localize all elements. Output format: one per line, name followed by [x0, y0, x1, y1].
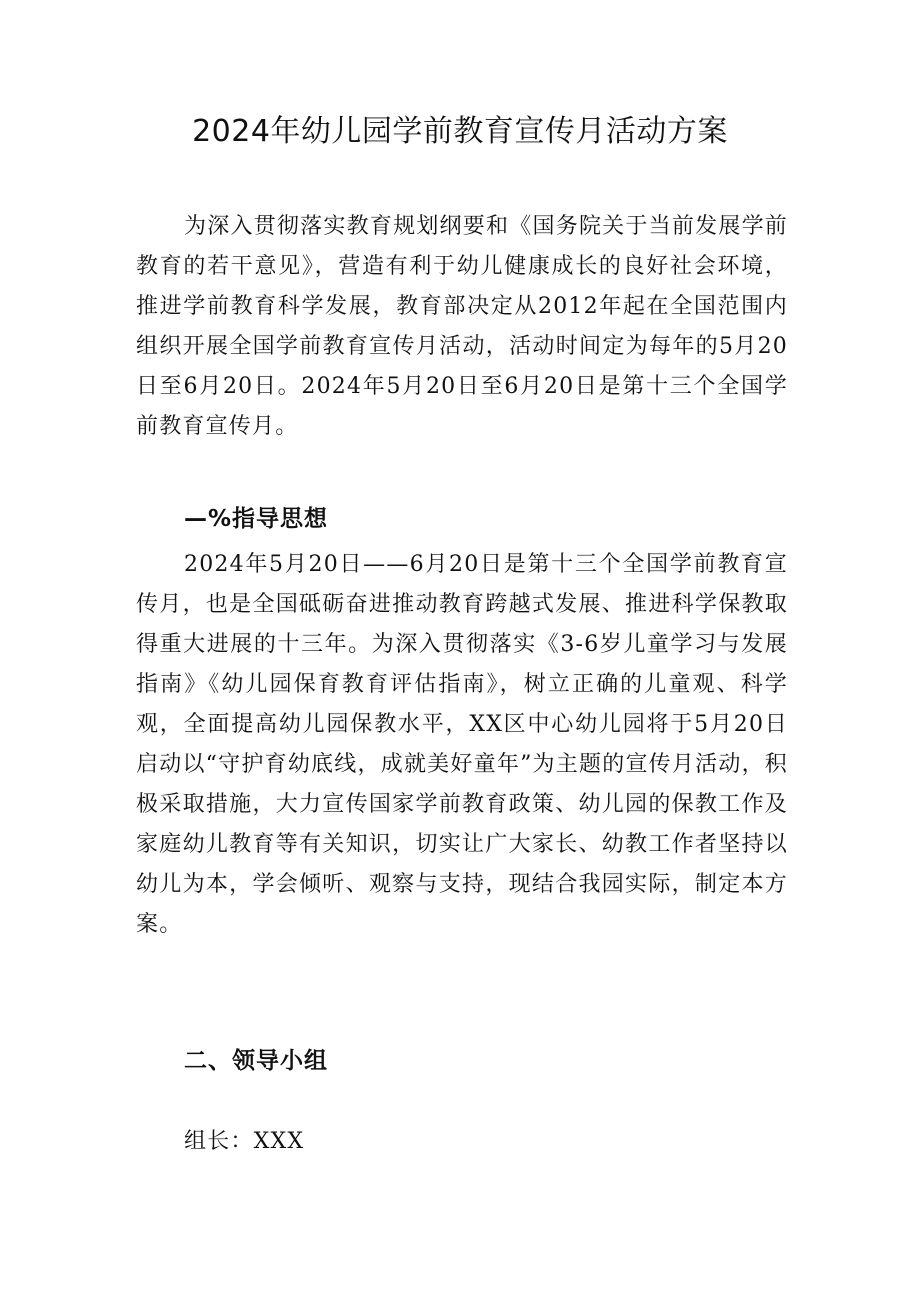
section-heading-guiding-ideology: —%指导思想	[184, 506, 329, 532]
group-leader-line: 组长：XXX	[184, 1129, 305, 1154]
guiding-ideology-paragraph: 2024年5月20日——6月20日是第十三个全国学前教育宣传月，也是全国砥砺奋进推动教育跨越式发展、推进科学保教取得重大进展的十三年。为深入贯彻落实《3-6岁儿童学习与发展指南》《幼儿园保育教育评估指南》，树立正确的儿童观、科学观，全面提高幼儿园保教水平，XX区中心幼儿园将于5月20日启动以“守护育幼底线，成就美好童年”为主题的宣传月活动，积极采取措施，大力宣传国家学前教育政策、幼儿园的保教工作及家庭幼儿教育等有关知识，切实让广大家长、幼教工作者坚持以幼儿为本，学会倾听、观察与支持，现结合我园实际，制定本方案。	[136, 552, 788, 937]
intro-paragraph: 为深入贯彻落实教育规划纲要和《国务院关于当前发展学前教育的若干意见》，营造有利于幼儿健康成长的良好社会环境，推进学前教育科学发展，教育部决定从2012年起在全国范围内组织开展全国学前教育宣传月活动，活动时间定为每年的5月20日至6月20日。2024年5月20日至6月20日是第十三个全国学前教育宣传月。	[136, 214, 788, 439]
document-title: 2024年幼儿园学前教育宣传月活动方案	[192, 114, 728, 149]
section-heading-leadership-group: 二、领导小组	[184, 1048, 328, 1074]
